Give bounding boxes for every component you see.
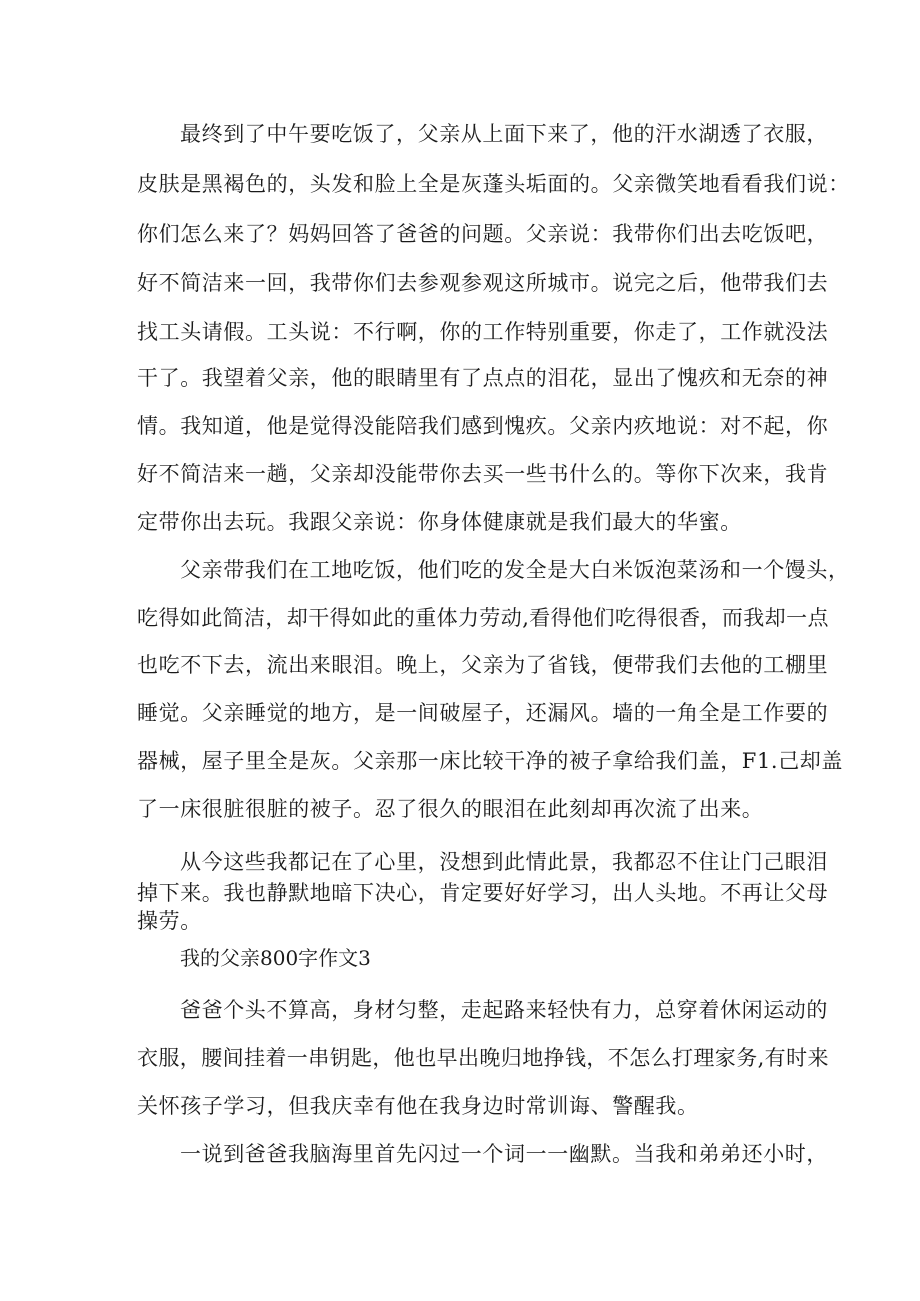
text-line: 睡觉。父亲睡觉的地方，是一间破屋子，还漏风。墙的一角全是工作要的 — [137, 701, 829, 725]
text-line: 找工头请假。工头说：不行啊，你的工作特别重要，你走了，工作就没法 — [137, 320, 829, 344]
text-line: 一说到爸爸我脑海里首先闪过一个词一一幽默。当我和弟弟还小时， — [180, 1142, 828, 1166]
text-line: 定带你出去玩。我跟父亲说：你身体健康就是我们最大的华蜜。 — [137, 510, 742, 534]
text-line: 皮肤是黑褐色的，头发和脸上全是灰蓬头垢面的。父亲微笑地看看我们说： — [137, 172, 850, 196]
text-line: 也吃不下去，流出来眼泪。晚上，父亲为了省钱，便带我们去他的工棚里 — [137, 653, 829, 677]
text-line: 好不简洁来一趟，父亲却没能带你去买一些书什么的。等你下次来，我肯 — [137, 462, 829, 486]
text-line: 关怀孩子学习，但我庆幸有他在我身边时常训诲、警醒我。 — [137, 1094, 699, 1118]
text-line: 干了。我望着父亲，他的眼睛里有了点点的泪花，显出了愧疚和无奈的神 — [137, 366, 829, 390]
text-line: 衣服，腰间挂着一串钥匙，他也早出晚归地挣钱，不怎么打理家务,有时来 — [137, 1046, 829, 1070]
text-line: 最终到了中午要吃饭了，父亲从上面下来了，他的汗水湖透了衣服， — [180, 122, 828, 146]
text-line: 了一床很脏很脏的被子。忍了很久的眼泪在此刻却再次流了出来。 — [137, 797, 764, 821]
text-line: 父亲带我们在工地吃饭，他们吃的发全是大白米饭泡菜汤和一个馒头， — [180, 558, 850, 582]
text-line: 掉下来。我也静默地暗下决心，肯定要好好学习，出人头地。不再让父母 — [137, 881, 829, 905]
text-line: 好不简洁来一回，我带你们去参观参观这所城市。说完之后，他带我们去 — [137, 271, 829, 295]
text-line: 你们怎么来了？妈妈回答了爸爸的问题。父亲说：我带你们出去吃饭吧， — [137, 222, 829, 246]
text-line: 情。我知道，他是觉得没能陪我们感到愧疚。父亲内疚地说：对不起，你 — [137, 414, 829, 438]
text-line: 吃得如此简洁，却干得如此的重体力劳动,看得他们吃得很香，而我却一点 — [137, 606, 829, 630]
text-line: 爸爸个头不算高，身材匀整，走起路来轻快有力，总穿着休闲运动的 — [180, 998, 828, 1022]
text-line: 器械，屋子里全是灰。父亲那一床比较干净的被子拿给我们盖，F1.己却盖 — [137, 749, 844, 773]
text-line: 操劳。 — [137, 909, 202, 933]
article-heading: 我的父亲800字作文3 — [180, 946, 371, 970]
text-line: 从今这些我都记在了心里，没想到此情此景，我都忍不住让门己眼泪 — [180, 850, 828, 874]
